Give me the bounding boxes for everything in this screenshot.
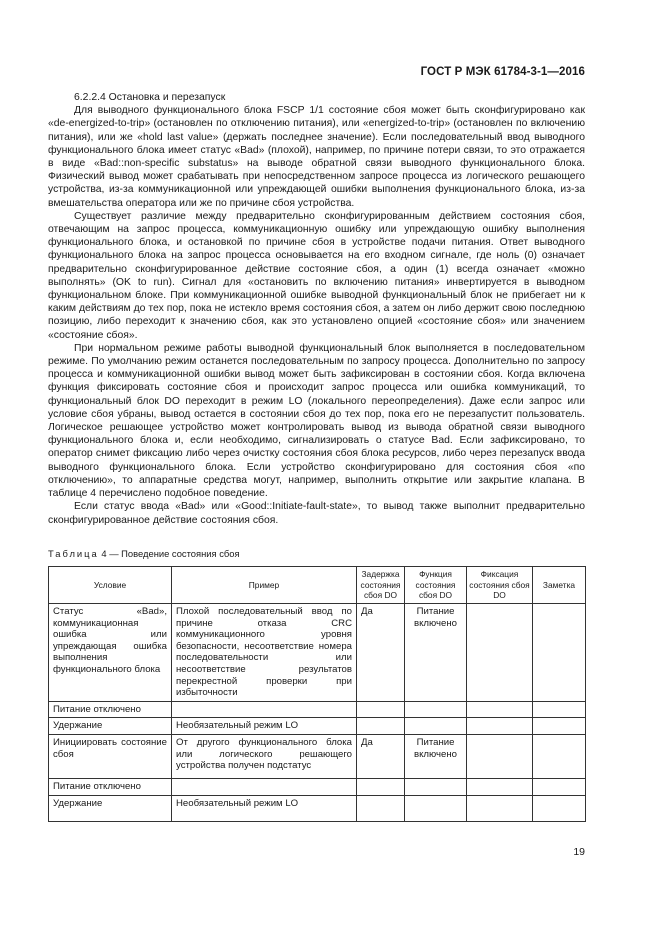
cell-note	[533, 718, 586, 735]
table-header-row	[49, 567, 586, 604]
table-row	[49, 701, 586, 718]
table-row	[49, 718, 586, 735]
cell-function: Питание включено	[405, 604, 467, 702]
cell-note	[533, 795, 586, 821]
table-caption	[48, 548, 240, 559]
cell-example: Необязательный режим LO	[172, 718, 357, 735]
table-row	[49, 604, 586, 702]
table-row	[49, 778, 586, 795]
cell-condition: Питание отключено	[49, 701, 172, 718]
table-caption-prefix: Таблица	[48, 548, 99, 559]
cell-example: Необязательный режим LO	[172, 795, 357, 821]
header-latch: Фиксация состояния сбоя DO	[467, 567, 533, 604]
cell-note	[533, 734, 586, 778]
cell-example: От другого функционального блока или логического решающего устройства получен подстатус	[172, 734, 357, 778]
cell-example	[172, 701, 357, 718]
body-text	[48, 91, 585, 527]
cell-function	[405, 795, 467, 821]
cell-condition: Питание отключено	[49, 778, 172, 795]
cell-delay	[357, 701, 405, 718]
cell-latch	[467, 604, 533, 702]
cell-function	[405, 701, 467, 718]
table-caption-title: 4 — Поведение состояния сбоя	[98, 548, 240, 559]
section-heading: 6.2.2.4 Остановка и перезапуск	[74, 92, 226, 103]
cell-delay	[357, 795, 405, 821]
cell-example	[172, 778, 357, 795]
header-function: Функция состояния сбоя DO	[405, 567, 467, 604]
header-delay: Задержка состояния сбоя DO	[357, 567, 405, 604]
page-number: 19	[573, 846, 585, 858]
cell-latch	[467, 778, 533, 795]
cell-note	[533, 604, 586, 702]
cell-note	[533, 701, 586, 718]
cell-delay	[357, 778, 405, 795]
header-condition: Условие	[49, 567, 172, 604]
cell-example: Плохой последовательный ввод по причине отказа CRC коммуникационного уровня безопасности, несоответствие номера последовательности или несоответствие результатов перекрестной проверки при избыточности	[172, 604, 357, 702]
paragraph: Для выводного функционального блока FSCP 1/1 состояние сбоя может быть сконфигурировано как «de-energized-to-trip» (остановлен по отключению питания), или «energized-to-trip» (остановлен по включению питания), или же «hold last value» (держать последнее значение). Если последовательный ввод выводного функционального блока имеет статус «Bad» (плохой), например, по причине потери связи, то это отражается в виде «Bad::non-specific substatus» на выводе обратной связи выводного функционального блока. Физический вывод может срабатывать при непосредственном запросе процесса из логического решающего устройства, из-за коммуникационной или упреждающей ошибки выполнения функционального блока, из-за вмешательства оператора или же по причине сбоя устройства.	[48, 105, 585, 209]
cell-function	[405, 778, 467, 795]
cell-delay	[357, 718, 405, 735]
cell-latch	[467, 701, 533, 718]
cell-condition: Статус «Bad», коммуникационная ошибка или упреждающая ошибка выполнения функционального блока	[49, 604, 172, 702]
fault-state-table	[48, 566, 586, 822]
paragraph: Существует различие между предварительно сконфигурированным действием состояния сбоя, отвечающим на запрос процесса, коммуникационную ошибку или упреждающую ошибку выполнения функционального блока, и остановкой по причине сбоя в устройстве подачи питания. Ответ выводного функционального блока на запрос процесса основывается на его входном сигнале, где ноль (0) означает предварительно сконфигурированное действие состояние сбоя, а один (1) всегда означает «можно выполнять» (OK to run). Сигнал для «остановить по включению питания» инвертируется в выводном функциональном блоке. При коммуникационной ошибке выводной функциональный блок не прибегает ни к каким действиям до тех пор, пока не истекло время состояния сбоя, а затем он либо держит свою последнюю позицию, либо переходит к значению сбоя, как это установлено опцией «состояние сбоя» или значением «состояние сбоя».	[48, 210, 585, 341]
document-id: ГОСТ Р МЭК 61784-3-1—2016	[420, 66, 585, 78]
table-row	[49, 734, 586, 778]
cell-delay: Да	[357, 734, 405, 778]
cell-condition: Инициировать состояние сбоя	[49, 734, 172, 778]
paragraph: При нормальном режиме работы выводной функциональный блок выполняется в последовательном режиме. По умолчанию режим останется последовательным по запросу процесса. Дополнительно по запросу процесса и коммуникационной ошибки вывод может быть зафиксирован в состоянии сбоя. Когда включена функция фиксировать состояние сбоя и происходит запрос процесса или ошибка коммуникаций, то функциональный блок DO переходит в режим LO (локального переопределения). Даже если запрос или условие сбоя убраны, вывод остается в состоянии сбоя до тех пор, пока его не перезапустит пользователь. Логическое решающее устройство может контролировать вывод из вывода обратной связи выводного функционального блока и, если необходимо, сигнализировать о статусе Bad. Если зафиксировано, то оператор снимет фиксацию либо через очистку состояния сбоя блока ресурсов, либо через перезапуск ввода выводного функционального блока. Если устройство сконфигурировано для состояния сбоя «по отключению», то аппаратные средства могут, например, выполнить открытие или закрытие клапана. В таблице 4 перечислено подобное поведение.	[48, 342, 585, 500]
cell-condition: Удержание	[49, 795, 172, 821]
cell-latch	[467, 734, 533, 778]
cell-latch	[467, 795, 533, 821]
cell-note	[533, 778, 586, 795]
paragraph: Если статус ввода «Bad» или «Good::Initiate-fault-state», то вывод также выполнит предварительно сконфигурированное действие состояния сбоя.	[48, 501, 585, 526]
cell-function: Питание включено	[405, 734, 467, 778]
header-example: Пример	[172, 567, 357, 604]
cell-delay: Да	[357, 604, 405, 702]
table-row	[49, 795, 586, 821]
cell-condition: Удержание	[49, 718, 172, 735]
cell-latch	[467, 718, 533, 735]
header-note: Заметка	[533, 567, 586, 604]
cell-function	[405, 718, 467, 735]
